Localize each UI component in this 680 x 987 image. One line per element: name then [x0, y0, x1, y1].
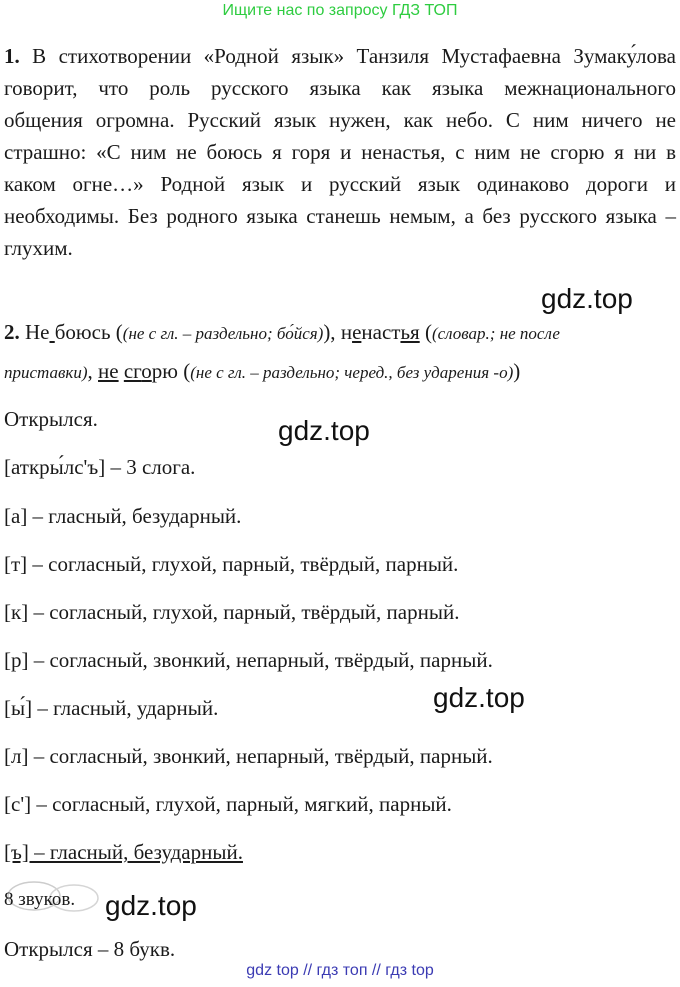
task-1-paragraph [4, 40, 676, 264]
sound-line: [с'] – согласный, глухой, парный, мягкий, парный. [4, 792, 452, 816]
task-1-line-1 [4, 40, 676, 72]
task-2-line-1: 2. Не боюсь ((не с гл. – раздельно; бо́йся)), ненастья ((словар.; не после [4, 320, 560, 344]
sound-line: [л] – согласный, звонкий, непарный, твёрдый, парный. [4, 744, 493, 768]
watermark: gdz.top [278, 415, 370, 446]
sounds-total: 8 звуков. [4, 889, 76, 910]
watermark: gdz.top [541, 283, 633, 314]
bottom-links: gdz top // гдз топ // гдз top [246, 962, 434, 979]
task-1-line-4: страшно: «С ним не боюсь я горя и ненастья, с ним не сгорю я ни в [4, 140, 676, 164]
watermark: gdz.top [433, 682, 525, 713]
task-1-line-7: глухим. [4, 236, 73, 260]
task-2-line-2: приставки), не сгорю ((не с гл. – раздельно; черед., без ударения -о)) [4, 359, 521, 383]
task-1-line-5: каком огне…» Родной язык и русский язык одинаково дороги и [4, 172, 676, 196]
sound-line: [к] – согласный, глухой, парный, твёрдый, парный. [4, 600, 460, 624]
sound-line: [ъ] – гласный, безударный. [4, 840, 243, 864]
task-1-line-6: необходимы. Без родного языка станешь немым, а без русского языка – [4, 204, 676, 228]
task-1-line-2: говорит, что роль русского языка как языка межнационального [4, 76, 676, 100]
task-1-line-1-text: В стихотворении «Родной язык» Танзиля Мустафаевна Зумаку́лова [19, 44, 676, 68]
sound-line: [а] – гласный, безударный. [4, 504, 242, 528]
task-1-line-3: общения огромна. Русский язык нужен, как небо. С ним ничего не [4, 108, 676, 132]
word-heading: Открылся. [4, 407, 98, 431]
task-1-number: 1. [4, 44, 20, 68]
sound-line: [т] – согласный, глухой, парный, твёрдый, парный. [4, 552, 459, 576]
task-2-number: 2. [4, 320, 20, 344]
sound-line: [ы́] – гласный, ударный. [4, 696, 219, 720]
sound-line: [р] – согласный, звонкий, непарный, твёрдый, парный. [4, 648, 493, 672]
watermark: gdz.top [105, 890, 197, 921]
letters-total: Открылся – 8 букв. [4, 937, 176, 961]
transcription: [аткры́лс'ъ] – 3 слога. [4, 455, 196, 479]
top-banner: Ищите нас по запросу ГДЗ ТОП [222, 2, 458, 19]
